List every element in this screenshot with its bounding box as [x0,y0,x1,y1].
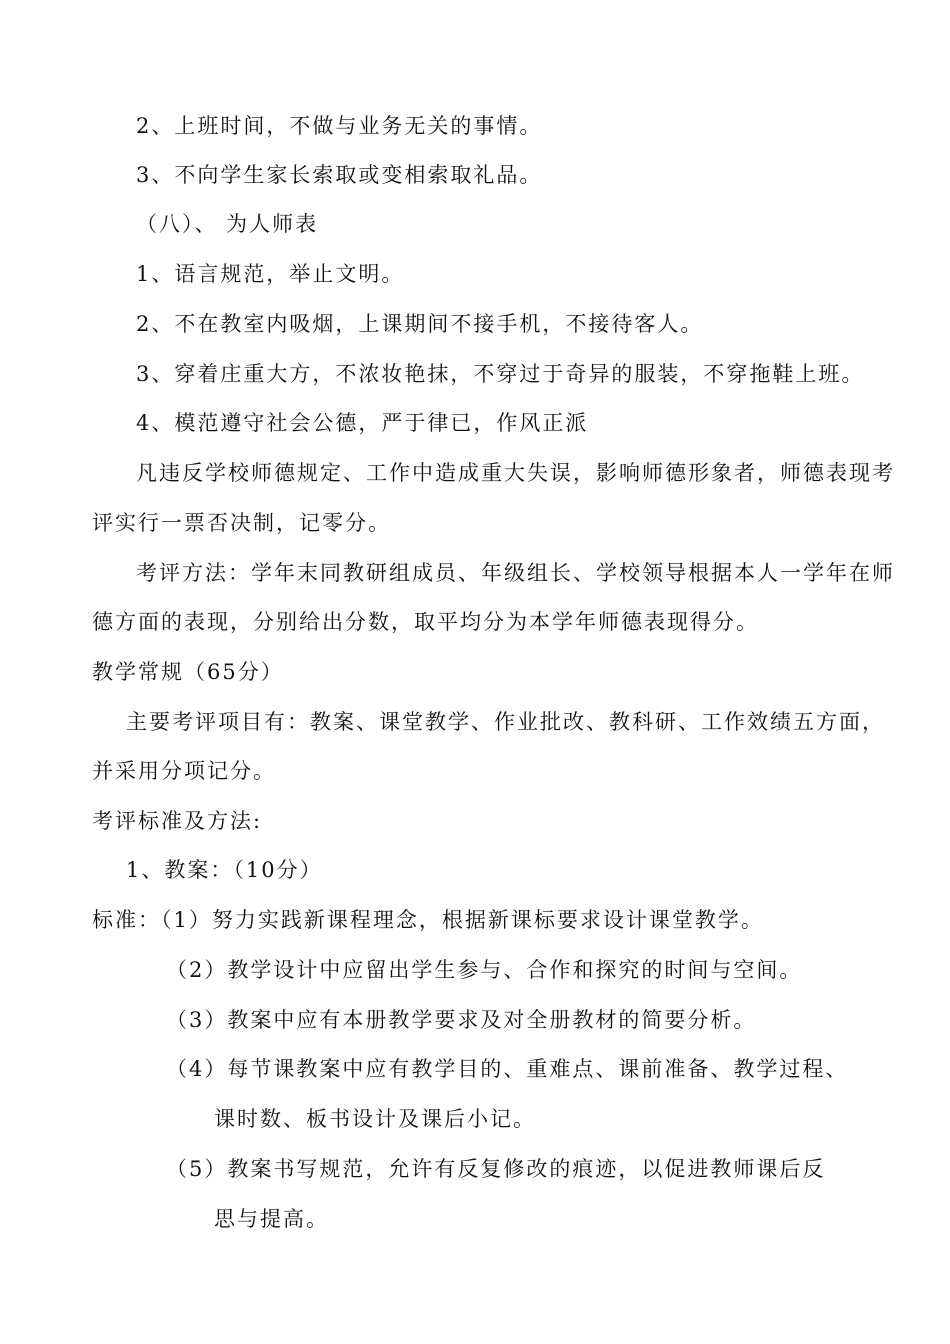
section-heading: （八）、 为人师表 [136,212,319,236]
list-item: 标准：（1）努力实践新课程理念，根据新课标要求设计课堂教学。 [92,908,764,932]
paragraph-line: 主要考评项目有：教案、课堂教学、作业批改、教科研、工作效绩五方面， [126,710,885,734]
list-item-continuation: 思与提高。 [214,1207,329,1231]
list-item: （2）教学设计中应留出学生参与、合作和探究的时间与空间。 [166,958,803,982]
text-line: 2、上班时间，不做与业务无关的事情。 [136,114,543,138]
paragraph-line: 并采用分项记分。 [92,759,276,783]
paragraph-line: 凡违反学校师德规定、工作中造成重大失误，影响师德形象者，师德表现考 [136,461,895,485]
paragraph-line: 考评方法：学年末同教研组成员、年级组长、学校领导根据本人一学年在师 [136,561,895,585]
section-heading: 教学常规（65分） [92,660,284,684]
list-item-continuation: 课时数、板书设计及课后小记。 [214,1107,536,1131]
paragraph-line: 德方面的表现，分别给出分数，取平均分为本学年师德表现得分。 [92,610,759,634]
text-line: 1、语言规范，举止文明。 [136,262,405,286]
list-item: （3）教案中应有本册教学要求及对全册教材的简要分析。 [166,1008,757,1032]
text-line: 4、模范遵守社会公德，严于律已，作风正派 [136,411,589,435]
list-item: （4）每节课教案中应有教学目的、重难点、课前准备、教学过程、 [166,1057,849,1081]
text-line: 3、穿着庄重大方，不浓妆艳抹，不穿过于奇异的服装，不穿拖鞋上班。 [136,362,865,386]
paragraph-line: 评实行一票否决制，记零分。 [92,511,391,535]
subsection-heading: 1、教案：（10分） [126,858,323,882]
list-item: （5）教案书写规范，允许有反复修改的痕迹，以促进教师课后反 [166,1157,826,1181]
text-line: 3、不向学生家长索取或变相索取礼品。 [136,163,543,187]
section-heading: 考评标准及方法: [92,809,263,833]
text-line: 2、不在教室内吸烟，上课期间不接手机，不接待客人。 [136,312,704,336]
